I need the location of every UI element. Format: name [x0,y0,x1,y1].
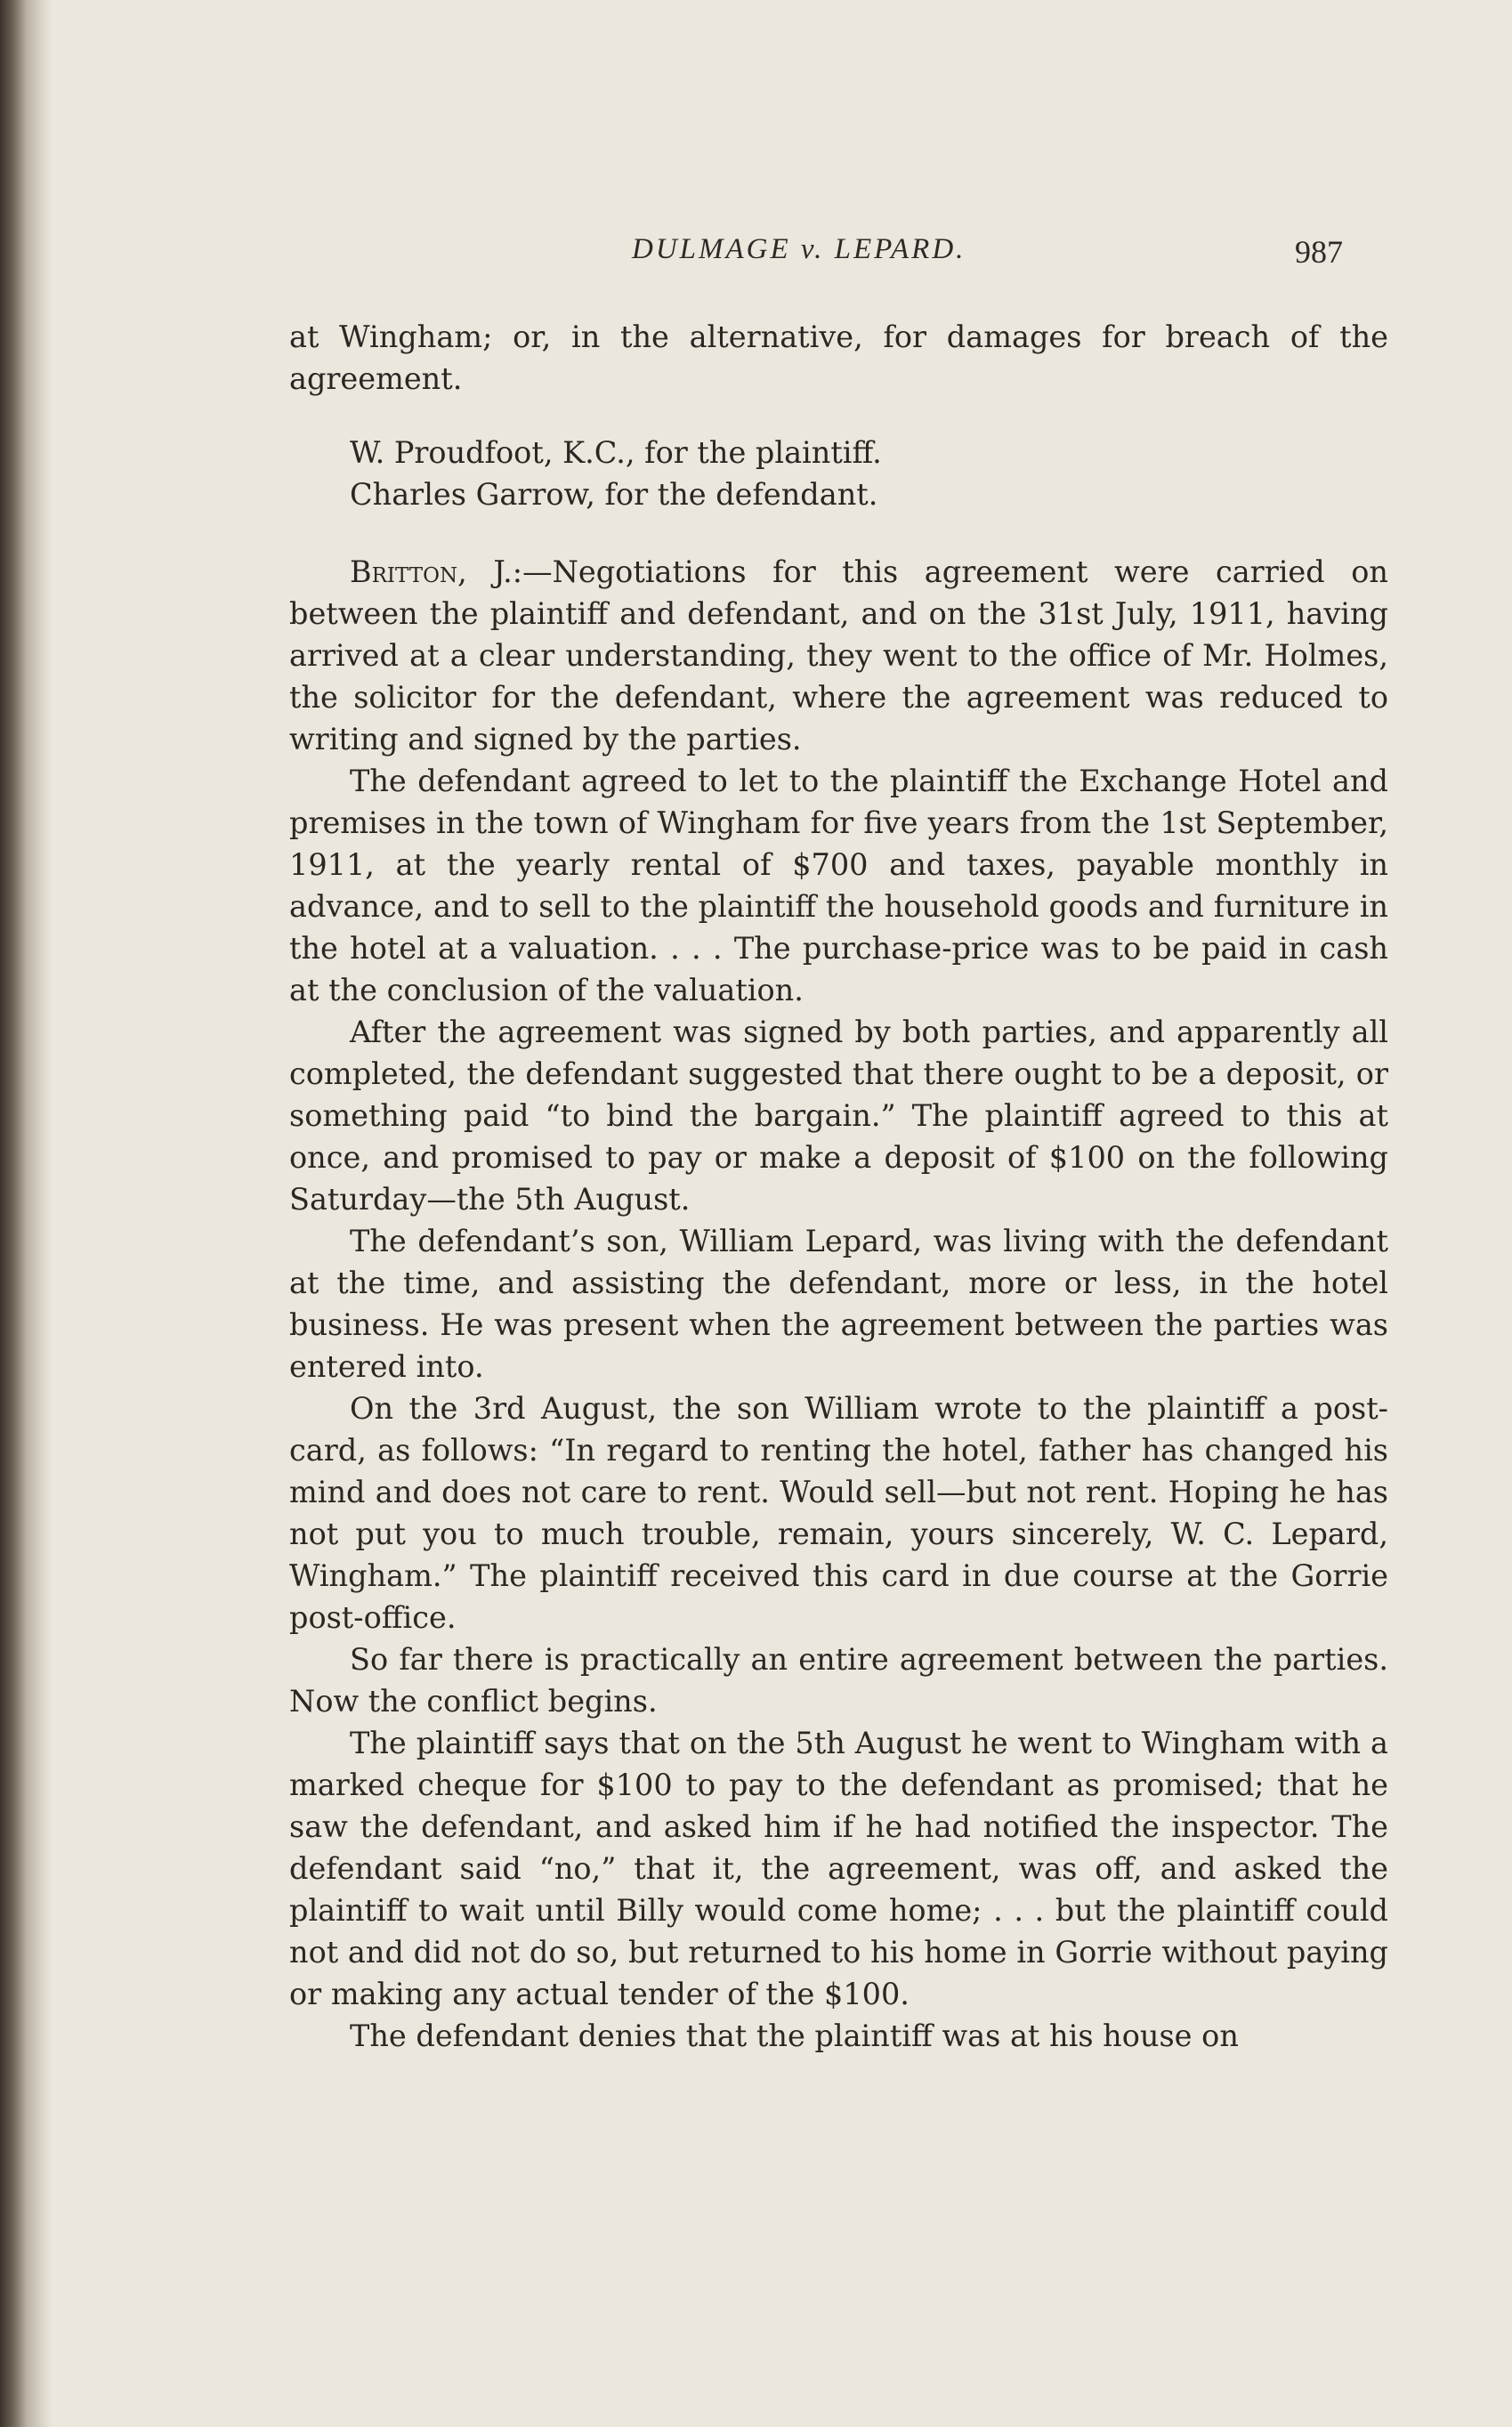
book-page [53,0,1512,2427]
counsel-defendant: Charles Garrow, for the defendant. [350,477,878,512]
opening-text: at Wingham; or, in the alternative, for damages for breach of the agreement. [289,320,1388,396]
book-spine-shadow [0,0,53,2427]
judgment-intro-text: :—Negotiations for this agreement were carried on between the plaintiff and defendant, and on the 31st July, 1911, having arrived at a clear understanding, they went to the office of Mr. Holmes, the solicitor for the defendant, where the agreement was reduced to writing and signed by the parties. [289,554,1388,756]
paragraph: After the agreement was signed by both parties, and apparently all completed, the defendant suggested that there ought to be a deposit, or something paid “to bind the bargain.” The plaintiff agreed to this at once, and promised to pay or make a deposit of $100 on the following Saturday—the 5th August. [289,1015,1388,1217]
page-number: 987 [1295,234,1343,270]
paragraph: The defendant’s son, William Lepard, was living with the defendant at the time, and assisting the defendant, more or less, in the hotel business. He was present when the agreement between the parties was entered into. [289,1224,1388,1384]
paragraph: On the 3rd August, the son William wrote to the plaintiff a post-card, as follows: “In regard to renting the hotel, father has changed his mind and does not care to rent. Would sell—but not rent. Hoping he has not put you to much trouble, remain, yours sincerely, W. C. Lepard, Wingham.” The plaintiff received this card in due course at the Gorrie post-office. [289,1391,1388,1635]
running-title: DULMAGE v. LEPARD. [632,233,966,265]
judgment-intro [289,551,1388,760]
page-body [289,316,1388,2057]
paragraph-continued: The defendant denies that the plaintiff was at his house on [350,2018,1239,2053]
paragraph: The defendant agreed to let to the plaintiff the Exchange Hotel and premises in the town of Wingham for five years from the 1st September, 1911, at the yearly rental of $700 and taxes, payable monthly in advance, and to sell to the plaintiff the household goods and furniture in the hotel at a valuation. . . . The purchase-price was to be paid in cash at the conclusion of the valuation. [289,764,1388,1007]
paragraph: So far there is practically an entire agreement between the parties. Now the conflict begins. [289,1642,1388,1719]
counsel-plaintiff: W. Proudfoot, K.C., for the plaintiff. [350,435,882,470]
judge-name: Britton, J. [350,554,513,589]
paragraph: The plaintiff says that on the 5th August he went to Wingham with a marked cheque for $100 to pay to the defendant as promised; that he saw the defendant, and asked him if he had notified the inspector. The defendant said “no,” that it, the agreement, was off, and asked the plaintiff to wait until Billy would come home; . . . but the plaintiff could not and did not do so, but returned to his home in Gorrie without paying or making any actual tender of the $100. [289,1726,1388,2011]
